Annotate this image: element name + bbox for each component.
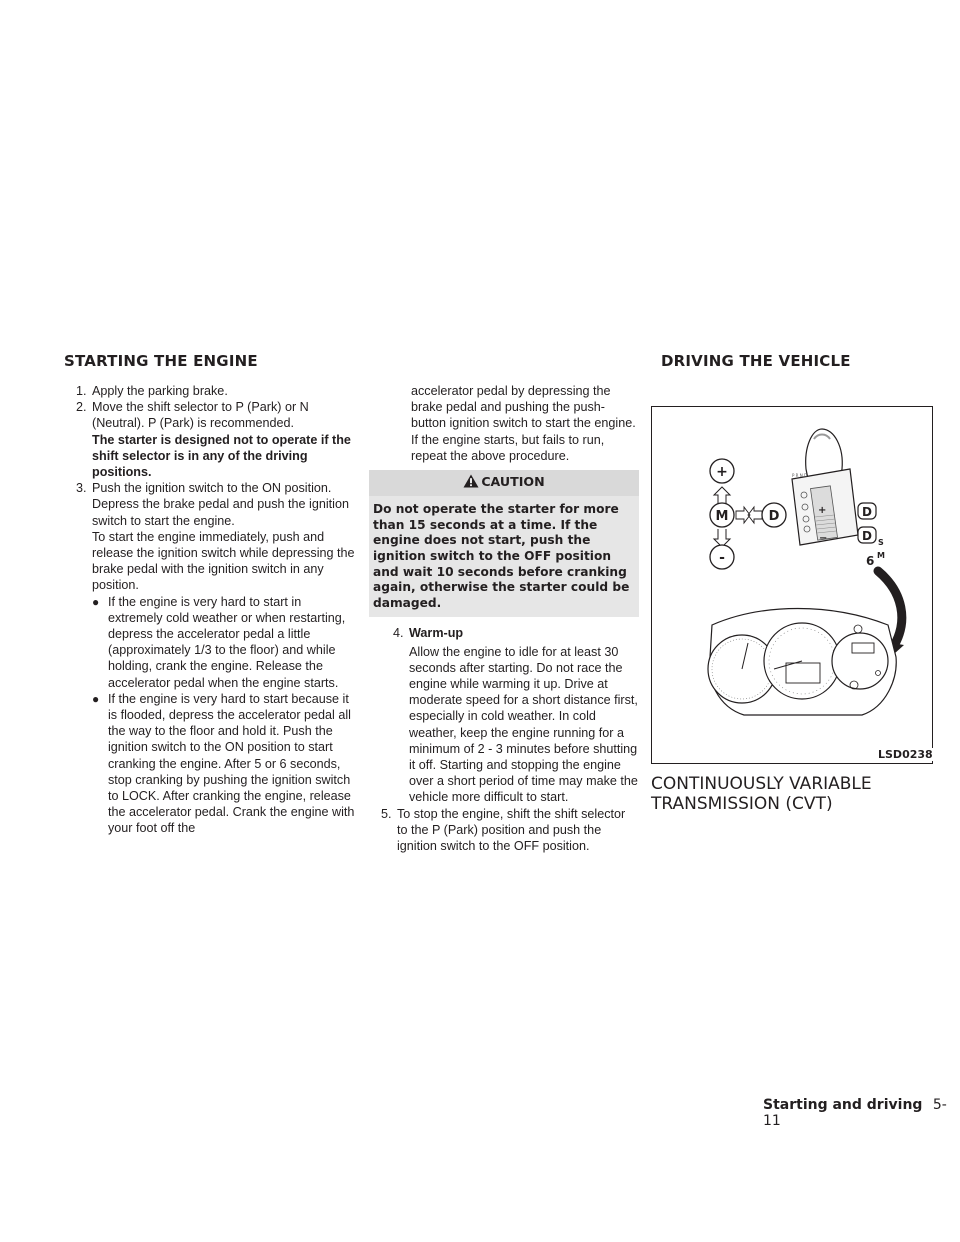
cvt-figure [651,406,933,764]
svg-text:P R N D: P R N D [792,473,808,478]
m-label: M [715,509,729,524]
bullet-icon: ● [92,691,100,706]
d-label: D [768,509,780,524]
column-left [64,383,356,837]
figure-code: LSD0238 [878,748,933,761]
footer-chapter-title: Starting and driving [763,1097,923,1113]
bullet-continued: accelerator pedal by depressing the brake pedal and pushing the push-button ignition switch to start the engine. If the engine starts, but fails to run, repeat the above procedure. [411,384,636,463]
step-1: 1. Apply the parking brake. [76,384,228,398]
indicator-6: 6 [866,554,875,568]
svg-text:−: − [819,533,828,544]
step-3-paragraph: To start the engine immediately, push and release the ignition switch while depressing the brake pedal with the ignition switch in any position. [92,529,355,593]
left-section-heading: STARTING THE ENGINE [64,352,258,370]
page-number: 5-11 [763,1097,947,1129]
bullet-flooded: ● If the engine is very hard to start because it is flooded, depress the accelerator pedal all the way to the floor and hold it. Push the ignition switch to the ON position to start cranking the engine. After 5 or 6 seconds, stop cranking by pushing the ignition switch to LOCK. After cranking the engine, release the accelerator pedal. Crank the engine with your foot off the [92,691,355,836]
minus-label: - [719,550,725,566]
indicator-s: S [878,538,884,547]
caution-text: Do not operate the starter for more than 15 seconds at a time. If the engine does not start, push the ignition switch to the OFF position and wait 10 seconds before cranking again, otherwise the starter could be damaged. [373,502,630,610]
caution-box [369,470,639,617]
step-2: 2. Move the shift selector to P (Park) or N (Neutral). P (Park) is recommended. [76,400,309,431]
step-4-title: 4. Warm-up [393,626,464,641]
indicator-d: D [862,505,872,519]
step-2-note: The starter is designed not to operate if the shift selector is in any of the driving positions. [92,432,351,480]
cvt-heading: CONTINUOUSLY VARIABLE TRANSMISSION (CVT) [651,774,872,814]
caution-header: CAUTION [369,470,639,496]
plus-label: + [716,464,728,480]
page-footer [763,1097,960,1129]
indicator-m: M [877,551,885,560]
indicator-ds: D [862,529,872,543]
cvt-illustration [652,407,932,763]
step-5: 5. To stop the engine, shift the shift selector to the P (Park) position and push the ignition switch to the OFF position. [381,806,626,854]
column-middle [369,383,639,854]
bullet-cold-weather: ● If the engine is very hard to start in extremely cold weather or when restarting, depress the accelerator pedal a little (approximately 1/3 to the floor) and while holding, crank the engine. Release the accelerator pedal when the engine starts. [92,594,346,690]
svg-text:+: + [818,505,827,516]
warning-icon [463,474,479,492]
right-section-heading: DRIVING THE VEHICLE [661,352,851,370]
bullet-icon: ● [92,594,100,609]
step-3: 3. Push the ignition switch to the ON position. Depress the brake pedal and push the ignition switch to start the engine. [76,481,349,528]
step-4-text: Allow the engine to idle for at least 30 seconds after starting. Do not race the engine while warming it up. Drive at moderate speed for a short distance first, especially in cold weather. In cold weather, keep the engine running for a minimum of 2 - 3 minutes before shutting it off. Starting and stopping the engine over a short period of time may make the vehicle more difficult to start. [409,644,638,805]
